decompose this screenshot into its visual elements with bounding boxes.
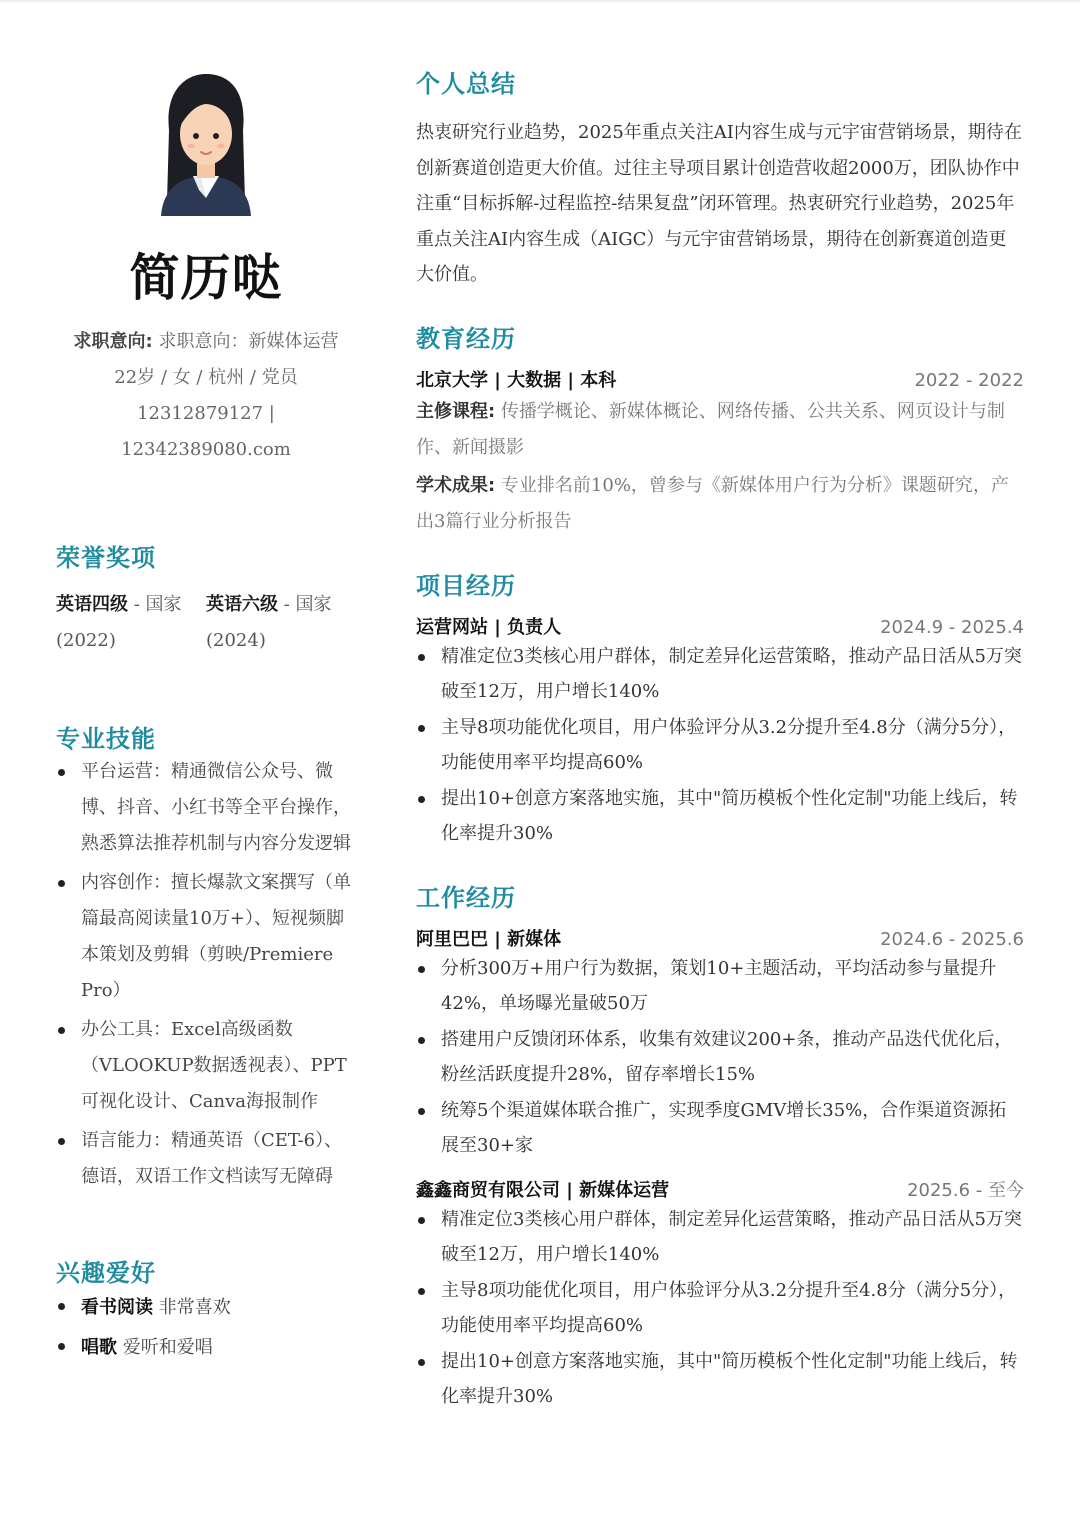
top-divider xyxy=(0,0,1080,2)
hobbies-title: 兴趣爱好 xyxy=(56,1259,156,1287)
work-bullets xyxy=(416,951,1024,1164)
work-section xyxy=(416,878,1024,1415)
profile-info xyxy=(56,324,356,468)
hobbies-list xyxy=(56,1288,356,1368)
work-bullet: 统筹5个渠道媒体联合推广，实现季度GMV增长35%，合作渠道资源拓展至30+家 xyxy=(416,1093,1024,1164)
summary-text: 热衷研究行业趋势，2025年重点关注AI内容生成与元宇宙营销场景，期待在创新赛道创造更大价值。过往主导项目累计创造营收超2000万，团队协作中注重“目标拆解-过程监控-结果复盘”闭环管理。热衷研究行业趋势，2025年重点关注AI内容生成（AIGC）与元宇宙营销场景，期待在创新赛道创造更大价值。 xyxy=(416,122,1022,285)
work-title: 工作经历 xyxy=(416,883,516,912)
project-date: 2024.9 - 2025.4 xyxy=(880,616,1024,638)
hobby-name: 唱歌 xyxy=(81,1337,117,1358)
hobby-desc: 爱听和爱唱 xyxy=(117,1337,213,1358)
skills-title: 专业技能 xyxy=(56,725,156,753)
hobby-item xyxy=(56,1328,356,1368)
achievements-label: 学术成果: xyxy=(416,474,496,496)
left-column xyxy=(56,70,356,1368)
skill-item: 语言能力：精通英语（CET-6）、德语，双语工作文档读写无障碍 xyxy=(56,1123,356,1195)
work-bullet: 精准定位3类核心用户群体，制定差异化运营策略，推动产品日活从5万突破至12万，用户增长140% xyxy=(416,1202,1024,1273)
award-item xyxy=(56,587,206,659)
skill-item: 办公工具：Excel高级函数（VLOOKUP数据透视表）、PPT可视化设计、Canva海报制作 xyxy=(56,1012,356,1120)
awards-list xyxy=(56,587,356,659)
education-achievements xyxy=(416,468,1024,540)
award-year: (2022) xyxy=(56,630,116,651)
work-bullet: 分析300万+用户行为数据，策划10+主题活动，平均活动参与量提升42%，单场曝光量破50万 xyxy=(416,951,1024,1022)
award-item xyxy=(206,587,356,659)
company-name: 鑫鑫商贸有限公司 | 新媒体运营 xyxy=(416,1179,670,1201)
skill-item: 平台运营：精通微信公众号、微博、抖音、小红书等全平台操作，熟悉算法推荐机制与内容分发逻辑 xyxy=(56,754,356,862)
work-bullet: 提出10+创意方案落地实施，其中"简历模板个性化定制"功能上线后，转化率提升30% xyxy=(416,1344,1024,1415)
contact-info: 12312879127 | 12342389080.com xyxy=(121,403,291,460)
achievements-value: 专业排名前10%，曾参与《新媒体用户行为分析》课题研究，产出3篇行业分析报告 xyxy=(416,474,1009,532)
work-date: 2025.6 - 至今 xyxy=(907,1179,1024,1201)
work-date: 2024.6 - 2025.6 xyxy=(880,928,1024,950)
projects-section xyxy=(416,566,1024,852)
job-intent-value: 求职意向：新媒体运营 xyxy=(158,331,339,352)
award-year: (2024) xyxy=(206,630,266,651)
education-title: 教育经历 xyxy=(416,324,516,353)
award-name: 英语六级 xyxy=(206,594,278,615)
school-name: 北京大学 | 大数据 | 本科 xyxy=(416,369,617,391)
job-intent-label: 求职意向: xyxy=(73,331,153,352)
project-name: 运营网站 | 负责人 xyxy=(416,616,562,638)
courses-value: 传播学概论、新媒体概论、网络传播、公共关系、网页设计与制作、新闻摄影 xyxy=(416,400,1005,458)
hobby-item xyxy=(56,1288,356,1328)
award-name: 英语四级 xyxy=(56,594,128,615)
basic-info: 22岁 / 女 / 杭州 / 党员 xyxy=(114,367,298,388)
projects-title: 项目经历 xyxy=(416,571,516,600)
education-header xyxy=(416,366,1024,392)
project-bullets xyxy=(416,639,1024,852)
courses-label: 主修课程: xyxy=(416,400,496,422)
education-section xyxy=(416,319,1024,540)
education-courses xyxy=(416,394,1024,466)
project-bullet: 提出10+创意方案落地实施，其中"简历模板个性化定制"功能上线后，转化率提升30% xyxy=(416,781,1024,852)
work-bullet: 主导8项功能优化项目，用户体验评分从3.2分提升至4.8分（满分5分），功能使用率平均提高60% xyxy=(416,1273,1024,1344)
work-bullet: 搭建用户反馈闭环体系，收集有效建议200+条，推动产品迭代优化后，粉丝活跃度提升28%，留存率增长15% xyxy=(416,1022,1024,1093)
job-intent xyxy=(56,324,356,360)
awards-title: 荣誉奖项 xyxy=(56,544,156,572)
summary-title: 个人总结 xyxy=(416,70,516,98)
skill-item: 内容创作：擅长爆款文案撰写（单篇最高阅读量10万+）、短视频脚本策划及剪辑（剪映/Premiere Pro） xyxy=(56,865,356,1009)
avatar xyxy=(151,70,261,216)
candidate-name: 简历哒 xyxy=(129,249,283,307)
award-issuer: - 国家 xyxy=(128,594,182,615)
project-header xyxy=(416,613,1024,639)
award-issuer: - 国家 xyxy=(278,594,332,615)
work-header xyxy=(416,1176,1024,1202)
project-bullet: 主导8项功能优化项目，用户体验评分从3.2分提升至4.8分（满分5分），功能使用率平均提高60% xyxy=(416,710,1024,781)
skills-list xyxy=(56,754,356,1195)
work-bullets xyxy=(416,1202,1024,1415)
company-name: 阿里巴巴 | 新媒体 xyxy=(416,928,562,950)
avatar-container xyxy=(56,70,356,216)
project-bullet: 精准定位3类核心用户群体，制定差异化运营策略，推动产品日活从5万突破至12万，用户增长140% xyxy=(416,639,1024,710)
hobby-name: 看书阅读 xyxy=(81,1297,153,1318)
right-column xyxy=(416,64,1024,1415)
hobby-desc: 非常喜欢 xyxy=(153,1297,231,1318)
education-date: 2022 - 2022 xyxy=(914,369,1024,391)
work-header xyxy=(416,925,1024,951)
